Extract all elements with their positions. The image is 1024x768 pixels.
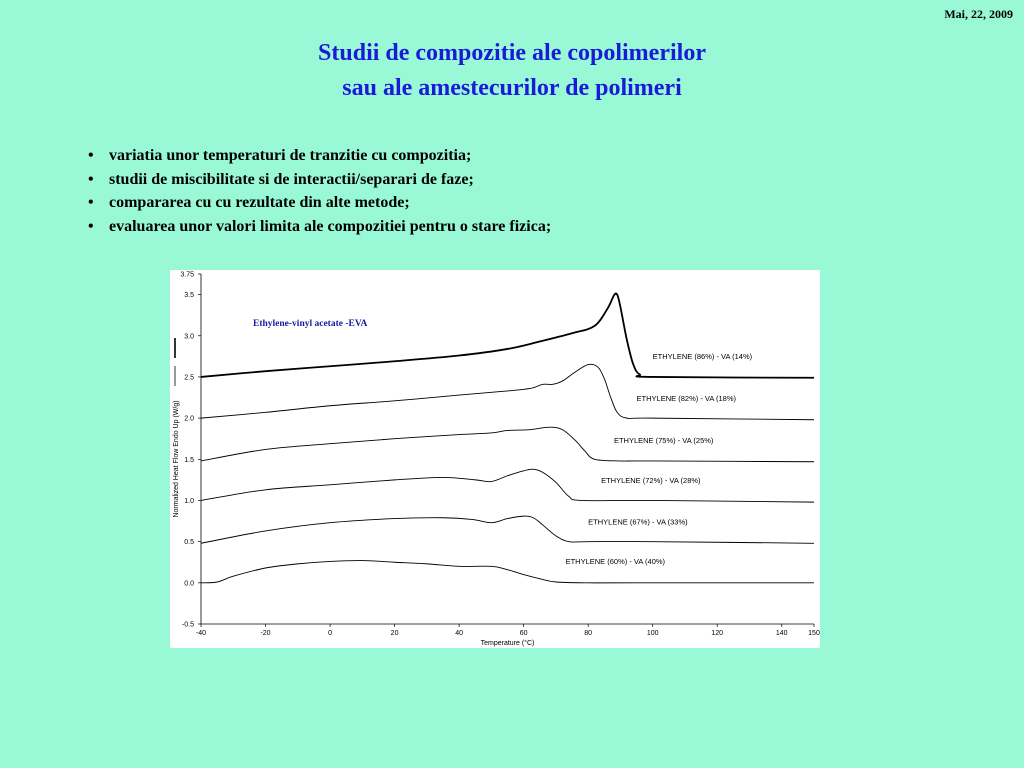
series-layer [201, 293, 814, 583]
y-axis-label: Normalized Heat Flow Endo Up (W/g) [173, 400, 180, 518]
bullet-dot-icon: • [88, 218, 94, 236]
title-line-1: Studii de compozitie ale copolimerilor [318, 40, 706, 66]
x-tick-label: 20 [390, 630, 399, 637]
x-tick-label: 150 [808, 630, 820, 637]
y-tick-label: 1.0 [184, 497, 194, 505]
x-axis-label: Temperature (°C) [480, 640, 535, 647]
bullet-item [88, 191, 551, 215]
bullet-dot-icon: • [88, 170, 94, 188]
bullet-dot-icon: • [88, 194, 94, 212]
series-line [201, 293, 814, 377]
bullet-text: variatia unor temperaturi de tranzitie cu compozitia; [109, 147, 472, 164]
text-layer [173, 272, 820, 648]
y-tick-label: 0.5 [184, 539, 194, 547]
bullet-dot-icon: • [88, 147, 94, 164]
bullet-list [88, 144, 551, 239]
series-label: ETHYLENE (75%) - VA (25%) [613, 435, 714, 445]
series-line [201, 427, 814, 462]
title-line-2: sau ale amestecurilor de polimeri [342, 75, 682, 101]
y-tick-label: 3.5 [184, 292, 194, 300]
bullet-item [88, 215, 551, 239]
x-tick-label: 60 [519, 630, 528, 637]
x-tick-label: 0 [328, 630, 333, 637]
y-tick-label: 2.0 [184, 415, 194, 423]
y-tick-label: 0.0 [184, 580, 194, 588]
chart-svg [170, 270, 820, 648]
page-title [0, 36, 1024, 106]
dsc-chart [170, 270, 820, 648]
series-line [201, 561, 814, 583]
chart-annotation: Ethylene-vinyl acetate -EVA [253, 319, 368, 329]
date-label: Mai, 22, 2009 [944, 7, 1013, 21]
x-tick-label: -20 [260, 630, 271, 637]
series-label: ETHYLENE (60%) - VA (40%) [565, 556, 666, 566]
series-line [201, 364, 814, 419]
bullet-text: studii de miscibilitate si de interactii/separari de faze; [109, 170, 474, 188]
x-tick-label: -40 [195, 630, 207, 637]
bullet-item [88, 168, 551, 192]
x-tick-label: 80 [584, 630, 593, 637]
x-tick-label: 120 [711, 630, 724, 637]
x-tick-label: 40 [455, 630, 464, 637]
x-tick-label: 100 [646, 630, 659, 637]
bullet-text: compararea cu cu rezultate din alte metode; [109, 194, 410, 212]
bullet-item [88, 144, 551, 168]
series-label: ETHYLENE (72%) - VA (28%) [601, 476, 701, 486]
y-tick-label: 3.0 [184, 333, 194, 341]
series-label: ETHYLENE (67%) - VA (33%) [588, 517, 688, 527]
series-line [201, 516, 814, 543]
y-tick-label: -0.5 [181, 621, 194, 629]
bullet-text: evaluarea unor valori limita ale compozitiei pentru o stare fizica; [109, 218, 552, 236]
y-tick-label: 2.5 [184, 374, 194, 382]
y-tick-label: 3.75 [180, 271, 194, 279]
series-line [201, 469, 814, 502]
x-tick-label: 140 [775, 630, 788, 637]
y-tick-label: 1.5 [184, 456, 194, 464]
series-label: ETHYLENE (86%) - VA (14%) [652, 351, 753, 361]
series-label: ETHYLENE (82%) - VA (18%) [636, 393, 737, 403]
